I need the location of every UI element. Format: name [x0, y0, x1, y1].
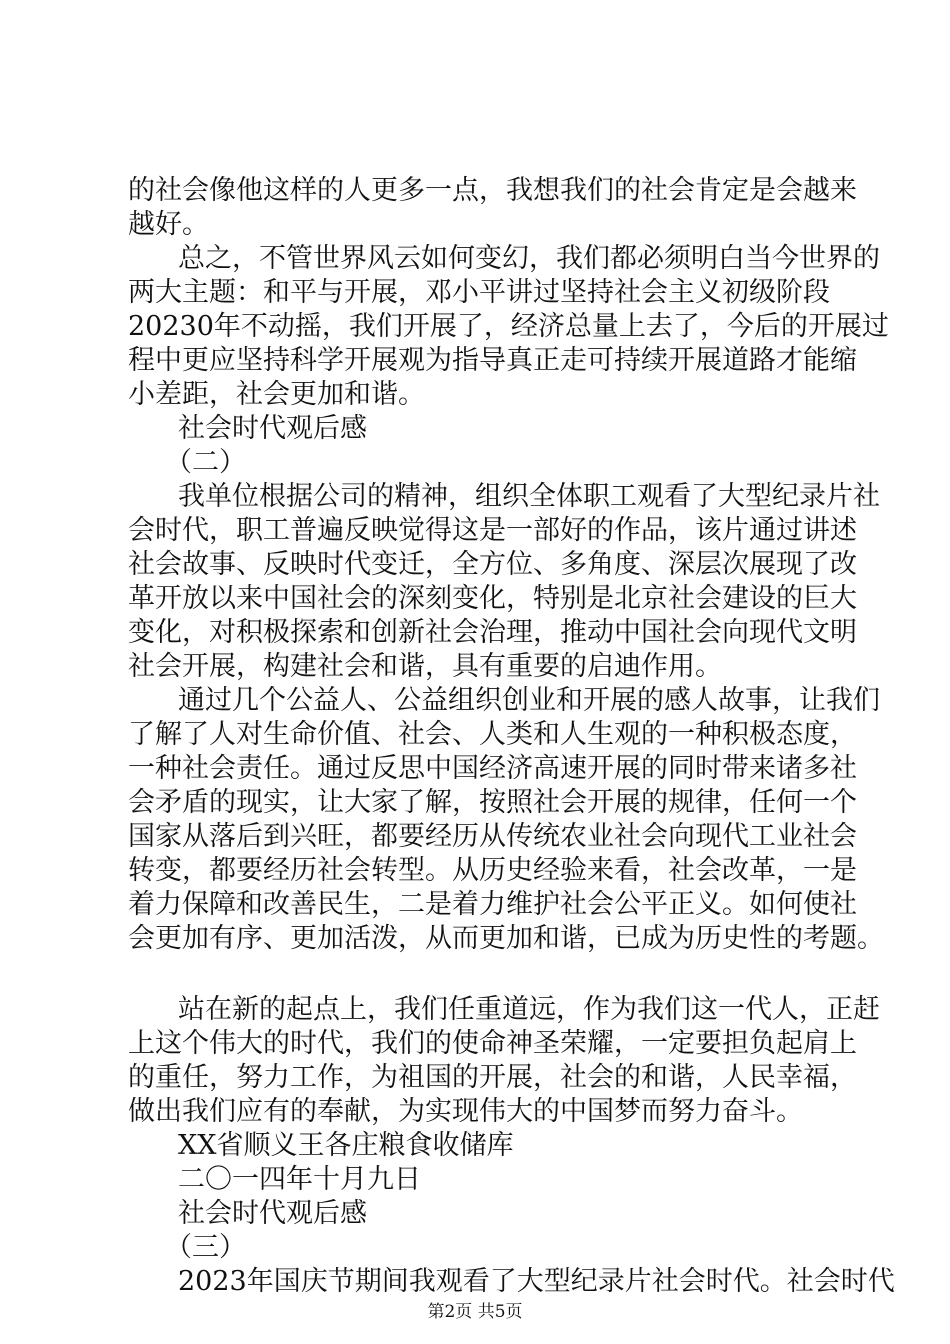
- text-line: 通过几个公益人、公益组织创业和开展的感人故事，让我们: [178, 685, 880, 716]
- text-line: 做出我们应有的奉献，为实现伟大的中国梦而努力奋斗。: [128, 1096, 803, 1127]
- text-line: 的重任，努力工作，为祖国的开展，社会的和谐，人民幸福，: [128, 1062, 857, 1093]
- text-line: 转变，都要经历社会转型。从历史经验来看，社会改革，一是: [128, 855, 857, 886]
- text-line: 社会故事、反映时代变迁，全方位、多角度、深层次展现了改: [128, 549, 857, 580]
- text-line: 会更加有序、更加活泼，从而更加和谐，已成为历史性的考题。: [128, 923, 884, 954]
- date-line: 二〇一四年十月九日: [178, 1164, 421, 1195]
- section-number: （二）: [165, 447, 246, 478]
- text-line: 20230年不动摇，我们开展了，经济总量上去了，今后的开展过: [128, 311, 889, 342]
- text-line: 程中更应坚持科学开展观为指导真正走可持续开展道路才能缩: [128, 345, 857, 376]
- section-title: 社会时代观后感: [178, 413, 367, 444]
- text-line: 会时代，职工普遍反映觉得这是一部好的作品，该片通过讲述: [128, 515, 857, 546]
- text-line: 越好。: [128, 209, 209, 240]
- text-line: 上这个伟大的时代，我们的使命神圣荣耀，一定要担负起肩上: [128, 1028, 857, 1059]
- text-line: 总之，不管世界风云如何变幻，我们都必须明白当今世界的: [178, 243, 880, 274]
- page-footer: 第2页 共5页: [427, 1302, 523, 1322]
- text-line: 革开放以来中国社会的深刻变化，特别是北京社会建设的巨大: [128, 583, 857, 614]
- text-line: 我单位根据公司的精神，组织全体职工观看了大型纪录片社: [178, 481, 880, 512]
- text-line: 站在新的起点上，我们任重道远，作为我们这一代人，正赶: [178, 994, 880, 1025]
- text-line: 小差距，社会更加和谐。: [128, 379, 425, 410]
- organization-name: XX省顺义王各庄粮食收储库: [178, 1130, 514, 1161]
- text-line: 的社会像他这样的人更多一点，我想我们的社会肯定是会越来: [128, 175, 857, 206]
- text-line: 着力保障和改善民生，二是着力维护社会公平正义。如何使社: [128, 889, 857, 920]
- text-line: 会矛盾的现实，让大家了解，按照社会开展的规律，任何一个: [128, 787, 857, 818]
- text-line: 两大主题：和平与开展，邓小平讲过坚持社会主义初级阶段: [128, 277, 830, 308]
- text-line: 了解了人对生命价值、社会、人类和人生观的一种积极态度，: [128, 719, 857, 750]
- text-line: 变化，对积极探索和创新社会治理，推动中国社会向现代文明: [128, 617, 857, 648]
- text-line: 2023年国庆节期间我观看了大型纪录片社会时代。社会时代: [178, 1266, 895, 1297]
- section-title: 社会时代观后感: [178, 1198, 367, 1229]
- text-line: 一种社会责任。通过反思中国经济高速开展的同时带来诸多社: [128, 753, 857, 784]
- section-number: （三）: [165, 1232, 246, 1263]
- text-line: 国家从落后到兴旺，都要经历从传统农业社会向现代工业社会: [128, 821, 857, 852]
- text-line: 社会开展，构建社会和谐，具有重要的启迪作用。: [128, 651, 722, 682]
